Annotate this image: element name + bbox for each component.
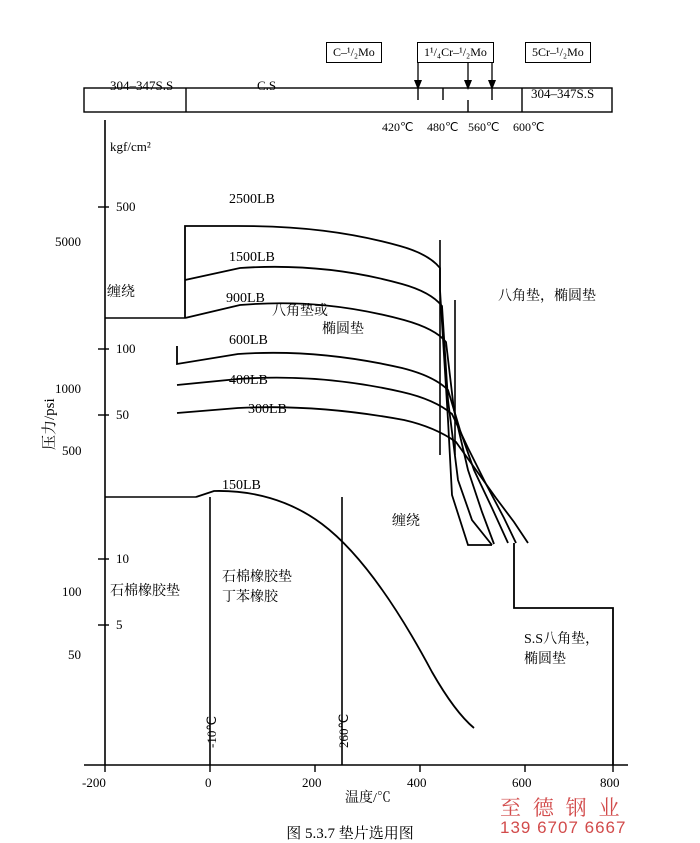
y-secondary-unit-label: kgf/cm² — [110, 139, 151, 154]
plot-frame — [84, 120, 628, 765]
region-label-sbr-rubber: 丁苯橡胶 — [222, 590, 278, 605]
callout-5cr-half-mo — [525, 42, 591, 63]
x-tick-minus200: -200 — [82, 775, 106, 790]
vertical-marker-minus10: -10℃ — [204, 716, 219, 748]
x-axis-ticks — [105, 765, 613, 772]
temp-mark-560: 560℃ — [468, 120, 500, 134]
curve-label-1500lb: 1500LB — [229, 250, 275, 265]
watermark-brand: 至 德 钢 业 — [500, 797, 623, 820]
y-tick-kgf-10: 10 — [116, 551, 129, 566]
curve-label-2500lb: 2500LB — [229, 192, 275, 207]
callout-leaders — [414, 63, 496, 90]
region-label-ss-octagonal: S.S八角垫， — [524, 632, 600, 647]
region-label-octagonal-or: 八角垫或 — [272, 304, 328, 319]
vertical-marker-260: 260℃ — [336, 713, 351, 748]
y-axis-ticks — [98, 207, 109, 625]
y-tick-kgf-50: 50 — [116, 407, 129, 422]
curve-150lb — [196, 491, 474, 728]
watermark-phone: 139 6707 6667 — [500, 818, 627, 837]
y-tick-kgf-100: 100 — [116, 341, 136, 356]
temp-mark-600: 600℃ — [513, 120, 545, 134]
region-label-spiral-wound-left: 缠绕 — [107, 285, 135, 300]
curve-label-300lb: 300LB — [248, 402, 287, 417]
x-axis-label: 温度/℃ — [345, 791, 391, 806]
x-tick-800: 800 — [600, 775, 620, 790]
curve-300lb — [177, 407, 528, 543]
y-tick-psi-1000: 1000 — [55, 381, 81, 396]
y-tick-psi-50: 50 — [68, 647, 81, 662]
material-left-label: 304–347S.S — [110, 78, 174, 93]
material-right-label: 304–347S.S — [531, 86, 595, 101]
region-label-spiral-wound-mid: 缠绕 — [392, 514, 420, 529]
callout-label: C–¹/₂Mo — [333, 45, 375, 59]
curve-label-900lb: 900LB — [226, 291, 265, 306]
callout-label: 1¹/₄Cr–¹/₂Mo — [424, 45, 487, 59]
temp-mark-420: 420℃ — [382, 120, 414, 134]
y-axis-label: 压力/psi — [42, 398, 58, 450]
callout-c-half-mo — [326, 42, 382, 63]
curve-label-150lb: 150LB — [222, 478, 261, 493]
region-label-octagonal-oval: 八角垫，椭圆垫 — [498, 289, 596, 304]
y-tick-psi-5000: 5000 — [55, 234, 81, 249]
callout-1-1-4cr-half-mo — [417, 42, 494, 63]
curve-1500lb — [185, 267, 492, 545]
x-tick-600: 600 — [512, 775, 532, 790]
region-label-asbestos-rubber-left: 石棉橡胶垫 — [110, 584, 180, 599]
callout-label: 5Cr–¹/₂Mo — [532, 45, 584, 59]
y-tick-psi-100: 100 — [62, 584, 82, 599]
x-tick-200: 200 — [302, 775, 322, 790]
y-tick-psi-500: 500 — [62, 443, 82, 458]
temp-mark-480: 480℃ — [427, 120, 459, 134]
material-bar-ticks — [418, 88, 492, 112]
y-tick-kgf-5: 5 — [116, 617, 123, 632]
x-tick-0: 0 — [205, 775, 212, 790]
x-tick-400: 400 — [407, 775, 427, 790]
region-label-asbestos-rubber-mid: 石棉橡胶垫 — [222, 570, 292, 585]
y-tick-kgf-500: 500 — [116, 199, 136, 214]
curve-label-400lb: 400LB — [229, 373, 268, 388]
material-center-label: C.S — [257, 78, 277, 93]
region-label-oval: 椭圆垫 — [322, 322, 364, 337]
curve-label-600lb: 600LB — [229, 333, 268, 348]
figure-caption: 图 5.3.7 垫片选用图 — [286, 826, 414, 842]
region-label-ss-oval: 椭圆垫 — [524, 652, 566, 667]
